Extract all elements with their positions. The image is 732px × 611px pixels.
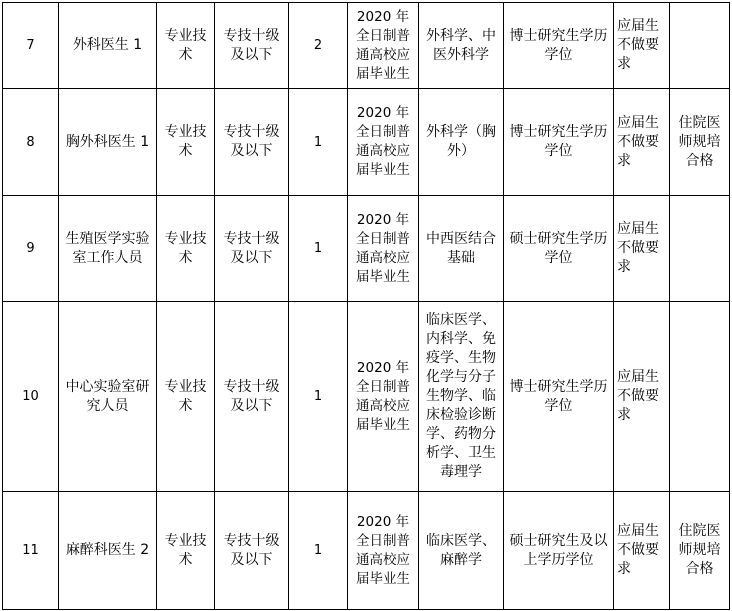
candidate-source: 2020 年全日制普通高校应届毕业生 bbox=[348, 89, 419, 196]
row-number: 8 bbox=[3, 89, 59, 196]
major-requirement: 临床医学、内科学、免疫学、生物化学与分子生物学、临床检验诊断学、药物分析学、卫生毒理学 bbox=[419, 302, 504, 492]
table-row bbox=[3, 89, 730, 196]
recruitment-table bbox=[2, 2, 730, 610]
position-name: 胸外科医生 1 bbox=[59, 89, 157, 196]
candidate-source: 2020 年全日制普通高校应届毕业生 bbox=[348, 302, 419, 492]
row-number: 7 bbox=[3, 3, 59, 89]
row-number: 11 bbox=[3, 492, 59, 610]
major-requirement: 外科学、中医外科学 bbox=[419, 3, 504, 89]
hiring-count: 1 bbox=[289, 89, 348, 196]
row-number: 9 bbox=[3, 196, 59, 302]
other-requirement bbox=[670, 196, 730, 302]
position-name: 中心实验室研究人员 bbox=[59, 302, 157, 492]
position-name: 外科医生 1 bbox=[59, 3, 157, 89]
row-number: 10 bbox=[3, 302, 59, 492]
other-requirement bbox=[670, 302, 730, 492]
hiring-count: 2 bbox=[289, 3, 348, 89]
candidate-source: 2020 年全日制普通高校应届毕业生 bbox=[348, 492, 419, 610]
table-row bbox=[3, 492, 730, 610]
position-level: 专技十级及以下 bbox=[215, 3, 289, 89]
experience-requirement: 应届生不做要求 bbox=[614, 302, 670, 492]
position-level: 专技十级及以下 bbox=[215, 196, 289, 302]
position-name: 生殖医学实验室工作人员 bbox=[59, 196, 157, 302]
education-requirement: 硕士研究生学历学位 bbox=[504, 196, 614, 302]
position-category: 专业技术 bbox=[157, 89, 215, 196]
hiring-count: 1 bbox=[289, 196, 348, 302]
experience-requirement: 应届生不做要求 bbox=[614, 3, 670, 89]
position-name: 麻醉科医生 2 bbox=[59, 492, 157, 610]
major-requirement: 临床医学、麻醉学 bbox=[419, 492, 504, 610]
position-category: 专业技术 bbox=[157, 3, 215, 89]
hiring-count: 1 bbox=[289, 302, 348, 492]
experience-requirement: 应届生不做要求 bbox=[614, 89, 670, 196]
candidate-source: 2020 年全日制普通高校应届毕业生 bbox=[348, 196, 419, 302]
position-level: 专技十级及以下 bbox=[215, 492, 289, 610]
experience-requirement: 应届生不做要求 bbox=[614, 196, 670, 302]
education-requirement: 博士研究生学历学位 bbox=[504, 3, 614, 89]
experience-requirement: 应届生不做要求 bbox=[614, 492, 670, 610]
position-level: 专技十级及以下 bbox=[215, 302, 289, 492]
other-requirement bbox=[670, 3, 730, 89]
major-requirement: 中西医结合基础 bbox=[419, 196, 504, 302]
table-row bbox=[3, 3, 730, 89]
education-requirement: 博士研究生学历学位 bbox=[504, 89, 614, 196]
hiring-count: 1 bbox=[289, 492, 348, 610]
education-requirement: 博士研究生学历学位 bbox=[504, 302, 614, 492]
position-category: 专业技术 bbox=[157, 302, 215, 492]
candidate-source: 2020 年全日制普通高校应届毕业生 bbox=[348, 3, 419, 89]
table-row bbox=[3, 196, 730, 302]
position-category: 专业技术 bbox=[157, 196, 215, 302]
position-category: 专业技术 bbox=[157, 492, 215, 610]
other-requirement: 住院医师规培合格 bbox=[670, 492, 730, 610]
table-row bbox=[3, 302, 730, 492]
education-requirement: 硕士研究生及以上学历学位 bbox=[504, 492, 614, 610]
position-level: 专技十级及以下 bbox=[215, 89, 289, 196]
other-requirement: 住院医师规培合格 bbox=[670, 89, 730, 196]
major-requirement: 外科学（胸外） bbox=[419, 89, 504, 196]
